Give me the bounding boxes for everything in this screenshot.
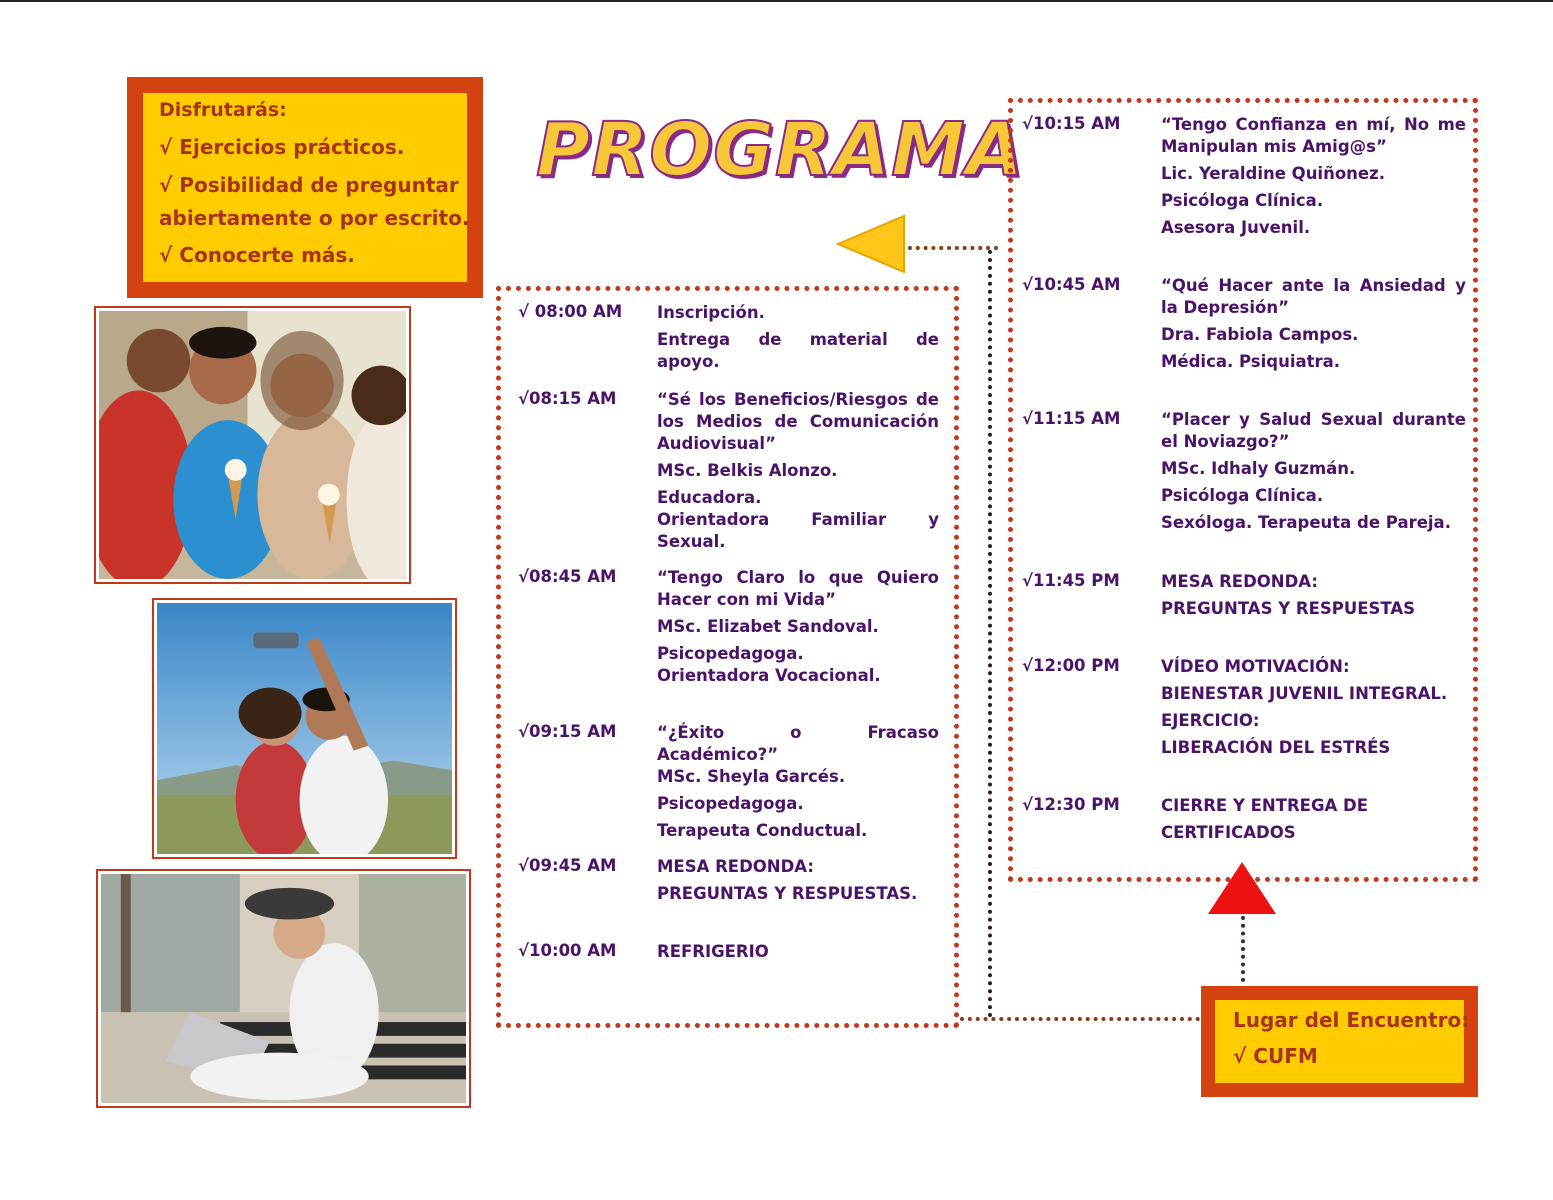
schedule-line: MESA REDONDA: [1161, 572, 1318, 591]
schedule-line: LIBERACIÓN DEL ESTRÉS [1161, 738, 1391, 757]
schedule-line: Psicopedagoga. [657, 794, 804, 813]
page-title: PROGRAMA [536, 107, 1025, 193]
schedule-line: “Tengo Confianza en mí, No me Manipulan mis Amig@s” [1161, 115, 1466, 156]
schedule-time: √08:45 AM [518, 567, 617, 586]
schedule-line: CIERRE Y ENTREGA DE [1161, 796, 1368, 815]
schedule-line: Psicóloga Clínica. [1161, 191, 1324, 210]
photo-couple-selfie [152, 598, 457, 859]
schedule-line: Psicopedagoga. [657, 644, 804, 663]
schedule-time: √09:15 AM [518, 722, 617, 741]
enjoy-item: √ Posibilidad de preguntar [159, 173, 459, 197]
schedule-line: Lic. Yeraldine Quiñonez. [1161, 164, 1385, 183]
schedule-line: MSc. Elizabet Sandoval. [657, 617, 879, 636]
schedule-line: BIENESTAR JUVENIL INTEGRAL. [1161, 684, 1448, 703]
connector-dots [908, 246, 998, 250]
schedule-line: EJERCICIO: [1161, 711, 1260, 730]
schedule-time: √12:00 PM [1022, 656, 1120, 675]
connector-dots [1241, 916, 1245, 982]
schedule-line: Dra. Fabiola Campos. [1161, 325, 1359, 344]
schedule-line: Entrega de material de apoyo. [657, 330, 939, 371]
schedule-time: √10:00 AM [518, 941, 617, 960]
location-heading: Lugar del Encuentro: [1233, 1008, 1470, 1032]
schedule-time: √11:15 AM [1022, 409, 1121, 428]
connector-dots [960, 1017, 1200, 1021]
schedule-line: Orientadora Vocacional. [657, 666, 881, 685]
schedule-time: √08:15 AM [518, 389, 617, 408]
schedule-line: PREGUNTAS Y RESPUESTAS. [657, 884, 918, 903]
schedule-line: “Tengo Claro lo que Quiero Hacer con mi Vida” [657, 568, 939, 609]
schedule-line: Asesora Juvenil. [1161, 218, 1311, 237]
schedule-line: MSc. Idhaly Guzmán. [1161, 459, 1356, 478]
schedule-line: “¿Éxito o Fracaso Académico?” [657, 723, 939, 764]
location-box [1201, 986, 1478, 1097]
enjoy-box [127, 77, 483, 298]
photo-friends-ice-cream [94, 306, 411, 584]
schedule-line: REFRIGERIO [657, 942, 769, 961]
enjoy-item: √ Conocerte más. [159, 243, 355, 267]
schedule-line: CERTIFICADOS [1161, 823, 1296, 842]
enjoy-item: √ Ejercicios prácticos. [159, 135, 405, 159]
schedule-line: VÍDEO MOTIVACIÓN: [1161, 657, 1350, 676]
schedule-line: Inscripción. [657, 303, 765, 322]
schedule-line: Psicóloga Clínica. [1161, 486, 1324, 505]
schedule-line: MSc. Belkis Alonzo. [657, 461, 838, 480]
location-value: √ CUFM [1233, 1044, 1318, 1068]
schedule-line: PREGUNTAS Y RESPUESTAS [1161, 599, 1416, 618]
schedule-line: MSc. Sheyla Garcés. [657, 767, 846, 786]
schedule-line: Médica. Psiquiatra. [1161, 352, 1341, 371]
schedule-time: √11:45 PM [1022, 571, 1120, 590]
schedule-time: √09:45 AM [518, 856, 617, 875]
top-rule [0, 0, 1553, 2]
connector-dots [988, 250, 992, 1018]
schedule-line: MESA REDONDA: [657, 857, 814, 876]
schedule-line: “Sé los Beneficios/Riesgos de los Medios de Comunicación Audiovisual” [657, 390, 939, 453]
photo-woman-laptop [96, 869, 471, 1108]
schedule-time: √10:45 AM [1022, 275, 1121, 294]
arrow-left-icon [836, 214, 906, 274]
enjoy-heading: Disfrutarás: [159, 99, 287, 121]
enjoy-item: abiertamente o por escrito. [159, 206, 470, 230]
schedule-line: “Placer y Salud Sexual durante el Noviazgo?” [1161, 410, 1466, 451]
schedule-time: √10:15 AM [1022, 114, 1121, 133]
schedule-time: √12:30 PM [1022, 795, 1120, 814]
schedule-time: √ 08:00 AM [518, 302, 623, 321]
schedule-line: “Qué Hacer ante la Ansiedad y la Depresión” [1161, 276, 1466, 317]
schedule-line: Terapeuta Conductual. [657, 821, 868, 840]
schedule-line: Educadora. [657, 488, 762, 507]
schedule-line: Sexóloga. Terapeuta de Pareja. [1161, 513, 1451, 532]
schedule-line: Orientadora Familiar y Sexual. [657, 510, 939, 551]
arrow-up-icon [1206, 860, 1278, 916]
